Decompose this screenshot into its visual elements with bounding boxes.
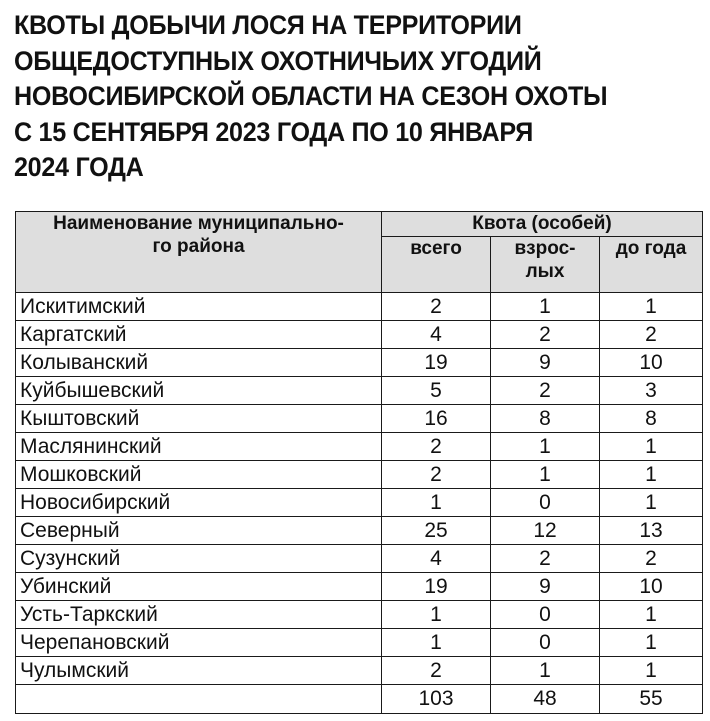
title-line: НОВОСИБИРСКОЙ ОБЛАСТИ НА СЕЗОН ОХОТЫ <box>14 81 608 111</box>
total-cell: 2 <box>382 293 491 321</box>
young-cell: 1 <box>600 293 703 321</box>
district-name-cell: Сузунский <box>16 545 382 573</box>
total-column-header: всего <box>382 237 491 293</box>
young-cell: 13 <box>600 517 703 545</box>
table-row <box>16 293 703 321</box>
table-body <box>16 293 703 714</box>
table-row <box>16 489 703 517</box>
adult-cell: 1 <box>491 293 600 321</box>
total-cell: 25 <box>382 517 491 545</box>
young-cell: 10 <box>600 349 703 377</box>
adult-header-line: лых <box>525 261 565 283</box>
district-name-cell: Чулымский <box>16 657 382 685</box>
total-cell: 103 <box>382 685 491 714</box>
total-cell: 19 <box>382 573 491 601</box>
young-cell: 1 <box>600 461 703 489</box>
young-cell: 2 <box>600 545 703 573</box>
title-line: 2024 ГОДА <box>14 152 144 182</box>
adult-cell: 9 <box>491 349 600 377</box>
adult-cell: 2 <box>491 377 600 405</box>
district-name-cell: Мошковский <box>16 461 382 489</box>
district-name-cell: Новосибирский <box>16 489 382 517</box>
total-cell: 1 <box>382 489 491 517</box>
young-column-header: до года <box>600 237 703 293</box>
adult-cell: 12 <box>491 517 600 545</box>
total-cell: 16 <box>382 405 491 433</box>
total-cell: 2 <box>382 461 491 489</box>
quota-table <box>15 211 703 714</box>
adult-header-line: взрос- <box>514 238 576 260</box>
table-row <box>16 377 703 405</box>
table-row <box>16 657 703 685</box>
district-header-line: го района <box>152 236 245 257</box>
young-cell: 1 <box>600 601 703 629</box>
table-row <box>16 601 703 629</box>
document-title <box>14 8 656 186</box>
young-cell: 3 <box>600 377 703 405</box>
table-row <box>16 545 703 573</box>
district-name-cell: Маслянинский <box>16 433 382 461</box>
adult-cell: 9 <box>491 573 600 601</box>
young-cell: 2 <box>600 321 703 349</box>
adult-cell: 2 <box>491 321 600 349</box>
adult-column-header <box>491 237 600 293</box>
district-name-cell: Усть-Таркский <box>16 601 382 629</box>
total-cell: 4 <box>382 321 491 349</box>
title-line: ОБЩЕДОСТУПНЫХ ОХОТНИЧЬИХ УГОДИЙ <box>14 45 542 76</box>
district-name-cell: Каргатский <box>16 321 382 349</box>
district-name-cell: Кыштовский <box>16 405 382 433</box>
district-name-cell: Куйбышевский <box>16 377 382 405</box>
district-name-cell: Искитимский <box>16 293 382 321</box>
table-row <box>16 629 703 657</box>
table-row <box>16 517 703 545</box>
young-cell: 1 <box>600 629 703 657</box>
adult-cell: 8 <box>491 405 600 433</box>
district-name-cell: Убинский <box>16 573 382 601</box>
district-name-cell: Черепановский <box>16 629 382 657</box>
title-line: КВОТЫ ДОБЫЧИ ЛОСЯ НА ТЕРРИТОРИИ <box>14 10 522 40</box>
adult-cell: 1 <box>491 433 600 461</box>
district-name-cell: Колыванский <box>16 349 382 377</box>
adult-cell: 1 <box>491 461 600 489</box>
young-cell: 1 <box>600 489 703 517</box>
table-row <box>16 461 703 489</box>
young-cell: 1 <box>600 433 703 461</box>
young-cell: 8 <box>600 405 703 433</box>
total-cell: 5 <box>382 377 491 405</box>
total-cell: 4 <box>382 545 491 573</box>
total-cell: 1 <box>382 629 491 657</box>
total-cell: 1 <box>382 601 491 629</box>
total-cell: 2 <box>382 433 491 461</box>
adult-cell: 1 <box>491 657 600 685</box>
table-row <box>16 433 703 461</box>
adult-cell: 48 <box>491 685 600 714</box>
total-cell: 2 <box>382 657 491 685</box>
adult-cell: 2 <box>491 545 600 573</box>
young-cell: 55 <box>600 685 703 714</box>
adult-cell: 0 <box>491 601 600 629</box>
table-row <box>16 573 703 601</box>
total-cell: 19 <box>382 349 491 377</box>
table-row <box>16 405 703 433</box>
district-header-line: Наименование муниципально- <box>53 213 344 234</box>
young-cell: 1 <box>600 657 703 685</box>
district-column-header <box>16 212 382 293</box>
title-line: С 15 СЕНТЯБРЯ 2023 ГОДА ПО 10 ЯНВАРЯ <box>14 116 534 147</box>
adult-cell: 0 <box>491 489 600 517</box>
young-cell: 10 <box>600 573 703 601</box>
table-row <box>16 321 703 349</box>
table-row <box>16 349 703 377</box>
totals-row <box>16 685 703 714</box>
adult-cell: 0 <box>491 629 600 657</box>
district-name-cell: Северный <box>16 517 382 545</box>
district-name-cell <box>16 685 382 714</box>
quota-column-group-header: Квота (особей) <box>382 212 703 237</box>
